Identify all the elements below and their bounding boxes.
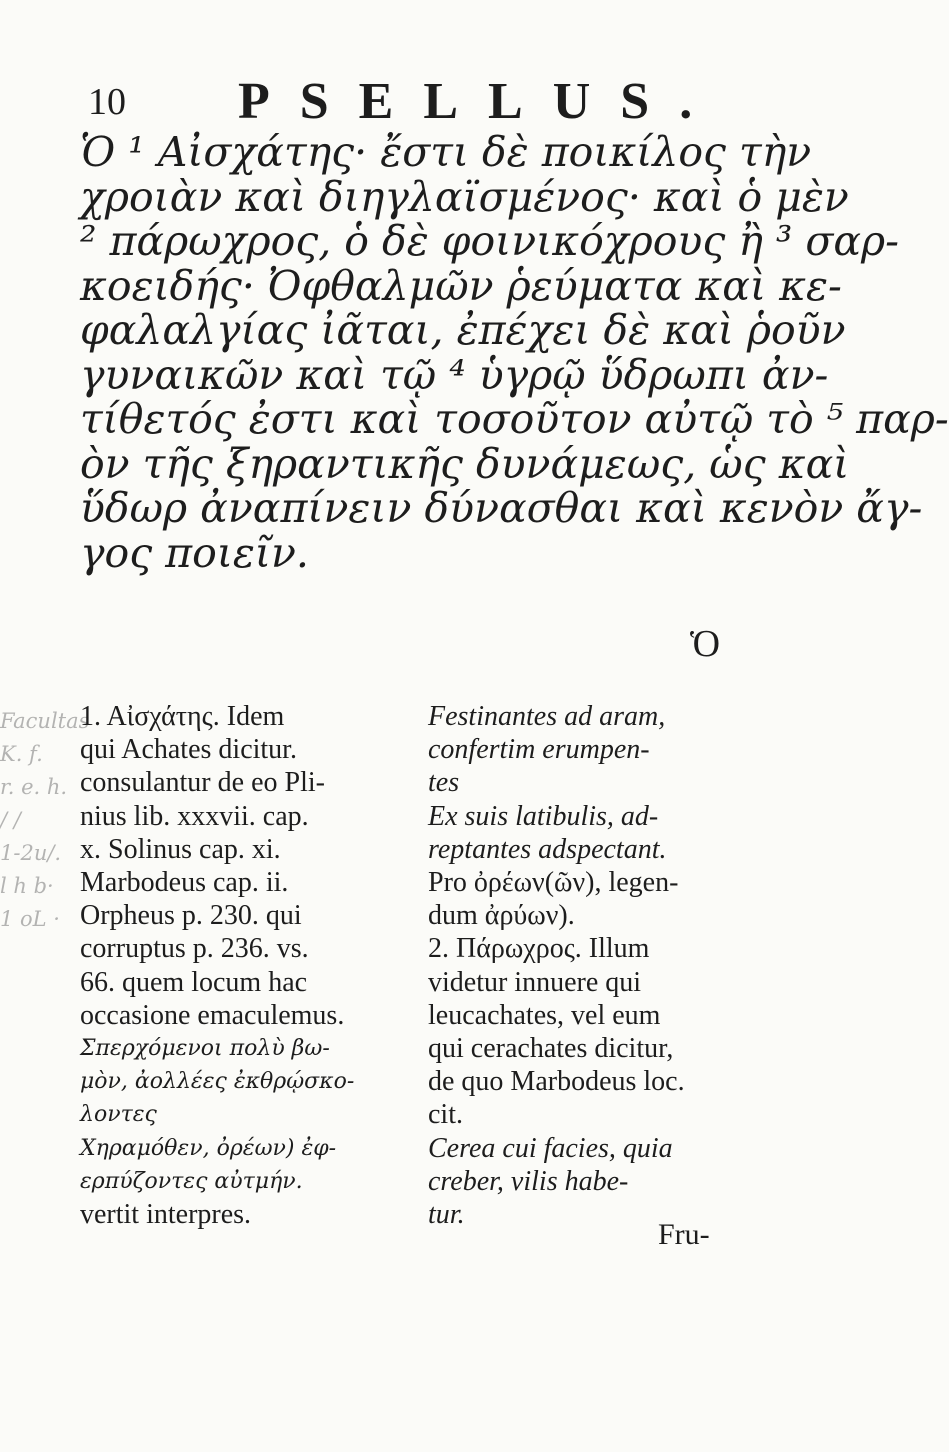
greek-quote-line: Χηραμόθεν, ὀρέων) ἐφ-	[80, 1135, 337, 1161]
note-line: vertit interpres.	[80, 1199, 252, 1231]
text-line: γος ποιεῖν.	[80, 528, 309, 577]
text-line: ὸν τῆς ξηραντικῆς δυνάμεως, ὡς καὶ	[80, 439, 850, 488]
marginal-note: / /	[0, 808, 21, 832]
text-line: χροιὰν καὶ διηγλαϊσμένος· καὶ ὁ μὲν	[80, 172, 849, 221]
marginal-note: 1 oL ·	[0, 907, 60, 931]
running-title: PSELLUS.	[238, 73, 723, 130]
note-line: dum ἀρύων).	[428, 900, 575, 932]
note-line: 66. quem locum hac	[80, 966, 308, 998]
note-line: corruptus p. 236. vs.	[80, 933, 309, 965]
note-line: nius lib. xxxvii. cap.	[80, 800, 309, 832]
note-line: Orpheus p. 230. qui	[80, 900, 302, 932]
greek-quote-line: λοντες	[80, 1102, 157, 1128]
notes-left-column	[80, 700, 380, 1231]
note-line: videtur innuere qui	[428, 966, 642, 998]
note-line: confertim erumpen-	[428, 734, 650, 766]
greek-quote-line: ερπύζοντες αὐτμήν.	[80, 1168, 303, 1194]
note-line: occasione emaculemus.	[80, 999, 345, 1031]
notes-right-column	[428, 700, 768, 1231]
text-line: τίθετός ἐστι καὶ τοσοῦτον αὐτῷ τὸ ⁵ παρ-	[80, 395, 949, 443]
main-greek-text	[80, 128, 949, 577]
note-line: Cerea cui facies, quia	[428, 1132, 673, 1164]
text-line: ² πάρωχρος, ὁ δὲ φοινικόχρους ἢ ³ σαρ-	[80, 217, 900, 265]
catchword-notes: Fru-	[658, 1218, 710, 1251]
text-line: ὕδωρ ἀναπίνειν δύνασθαι καὶ κενὸν ἄγ-	[80, 484, 923, 532]
note-line: Festinantes ad aram,	[428, 701, 666, 732]
note-line: Pro ὀρέων(ῶν), legen-	[428, 867, 679, 899]
note-line: x. Solinus cap. xi.	[80, 833, 281, 865]
catchword-main: Ὁ	[690, 623, 721, 665]
note-line: cit.	[428, 1099, 463, 1131]
note-line: consulantur de eo Pli-	[80, 767, 325, 799]
note-line: tur.	[428, 1199, 465, 1231]
note-line: qui cerachates dicitur,	[428, 1033, 674, 1065]
text-line: κοειδής· Ὀφθαλμῶν ῥεύματα καὶ κε-	[80, 261, 842, 310]
note-line: de quo Marbodeus loc.	[428, 1066, 685, 1098]
greek-quote-line: Σπερχόμενοι πολὺ βω-	[80, 1036, 330, 1062]
marginal-note: 1-2u/.	[0, 841, 62, 865]
marginalia	[0, 705, 90, 936]
marginal-note: K. f.	[0, 742, 43, 766]
marginal-note: l h b·	[0, 874, 54, 898]
greek-quote-line: μὸν, ἀολλέες ἐκθρῴσκο-	[80, 1069, 355, 1095]
note-line: reptantes adspectant.	[428, 833, 667, 865]
text-line: Ὁ ¹ Αἰσχάτης· ἔστι δὲ ποικίλος τὴν	[80, 128, 812, 176]
note-line: Ex suis latibulis, ad-	[428, 800, 659, 832]
page-header	[88, 72, 748, 132]
page-number: 10	[88, 81, 126, 123]
note-line: Marbodeus cap. ii.	[80, 867, 289, 899]
note-line: tes	[428, 767, 460, 799]
marginal-note: Facultas	[0, 709, 90, 733]
note-line: 2. Πάρωχρος. Illum	[428, 933, 650, 965]
marginal-note: r. e. h.	[0, 775, 68, 799]
note-line: qui Achates dicitur.	[80, 734, 297, 766]
note-line: leucachates, vel eum	[428, 999, 661, 1031]
text-line: φαλαλγίας ἰᾶται, ἐπέχει δὲ καὶ ῥοῦν	[80, 306, 846, 354]
text-line: γυναικῶν καὶ τῷ ⁴ ὑγρῷ ὕδρωπι ἀν-	[80, 350, 829, 399]
note-line: creber, vilis habe-	[428, 1165, 629, 1197]
note-line: 1. Αἰσχάτης. Idem	[80, 701, 285, 732]
